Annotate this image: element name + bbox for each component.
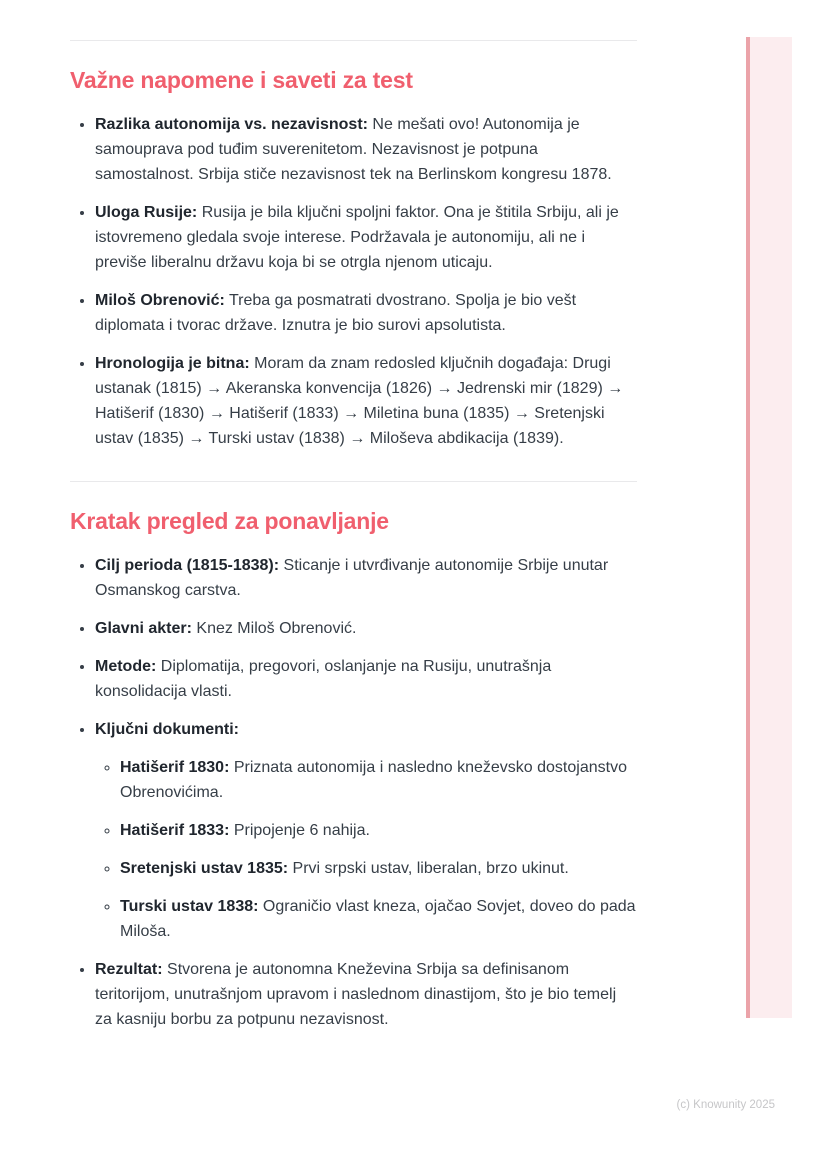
list-item [95,351,637,451]
list-item [95,717,637,944]
sub-list-item [120,856,637,881]
section-summary [70,507,637,1032]
documents-sub-list [95,755,637,944]
list-item [95,616,637,641]
list-item [95,957,637,1032]
document-content [70,0,637,1032]
sub-list-item-lead: Hatišerif 1833: [120,822,230,839]
list-item [95,200,637,275]
list-item-text: Ne mešati ovo! Autonomija je samouprava pod tuđim suverenitetom. Nezavisnost je potpuna samostalnost. Srbija stiče nezavisnost tek na Berlinskom kongresu 1878. [95,116,612,183]
list-item-lead: Cilj perioda (1815-1838): [95,557,280,574]
summary-bullet-list [70,553,637,1032]
list-item-lead: Uloga Rusije: [95,204,198,221]
section-divider-top [70,40,637,41]
list-item-text: Stvorena je autonomna Kneževina Srbija sa definisanom teritorijom, unutrašnjom upravom i naslednom dinastijom, što je bio temelj za kasniju borbu za potpunu nezavisnost. [95,961,617,1028]
list-item-text: Diplomatija, pregovori, oslanjanje na Rusiju, unutrašnja konsolidacija vlasti. [95,658,552,700]
sub-list-item-text: Prvi srpski ustav, liberalan, brzo ukinut. [292,860,569,877]
sub-list-item [120,818,637,843]
list-item [95,553,637,603]
sub-list-item [120,894,637,944]
list-item-lead: Hronologija je bitna: [95,355,250,372]
sub-list-item-text: Priznata autonomija i nasledno kneževsko dostojanstvo Obrenovićima. [120,759,627,801]
list-item-text: Moram da znam redosled ključnih događaja: Drugi ustanak (1815) → Akeranska konvencija (1826) → Jedrenski mir (1829) → Hatišerif (1830) → Hatišerif (1833) → Miletina buna (1835) → Sretenjski ustav (1835) → Turski ustav (1838) → Miloševa abdikacija (1839). [95,355,624,447]
list-item-lead: Metode: [95,658,157,675]
footer-copyright: (c) Knowunity 2025 [676,1099,775,1111]
list-item-lead: Razlika autonomija vs. nezavisnost: [95,116,368,133]
section-notes [70,66,637,451]
list-item [95,654,637,704]
sub-list-item-lead: Turski ustav 1838: [120,898,259,915]
section-title-summary: Kratak pregled za ponavljanje [70,508,389,534]
list-item-text: Knez Miloš Obrenović. [196,620,357,637]
notes-bullet-list [70,112,637,451]
sub-list-item-text: Pripojenje 6 nahija. [233,822,370,839]
sub-list-item-lead: Sretenjski ustav 1835: [120,860,289,877]
list-item-text: Rusija je bila ključni spoljni faktor. Ona je štitila Srbiju, ali je istovremeno gledala svoje interese. Podržavala je autonomiju, ali ne i previše liberalnu državu koja bi se otrgla njenom uticaju. [95,204,619,271]
section-divider-mid [70,481,637,482]
list-item-text: Sticanje i utvrđivanje autonomije Srbije unutar Osmanskog carstva. [95,557,609,599]
list-item-lead: Glavni akter: [95,620,192,637]
sub-list-item-text: Ograničio vlast kneza, ojačao Sovjet, doveo do pada Miloša. [120,898,636,940]
sub-list-item [120,755,637,805]
list-item [95,112,637,187]
sub-list-item-lead: Hatišerif 1830: [120,759,230,776]
list-item-text: Treba ga posmatrati dvostrano. Spolja je bio vešt diplomata i tvorac države. Iznutra je bio surovi apsolutista. [95,292,577,334]
section-title-notes: Važne napomene i saveti za test [70,67,413,93]
list-item-lead: Miloš Obrenović: [95,292,225,309]
list-item [95,288,637,338]
list-item-lead: Ključni dokumenti: [95,721,239,738]
list-item-lead: Rezultat: [95,961,163,978]
page-edge-accent-bar [746,37,792,1018]
